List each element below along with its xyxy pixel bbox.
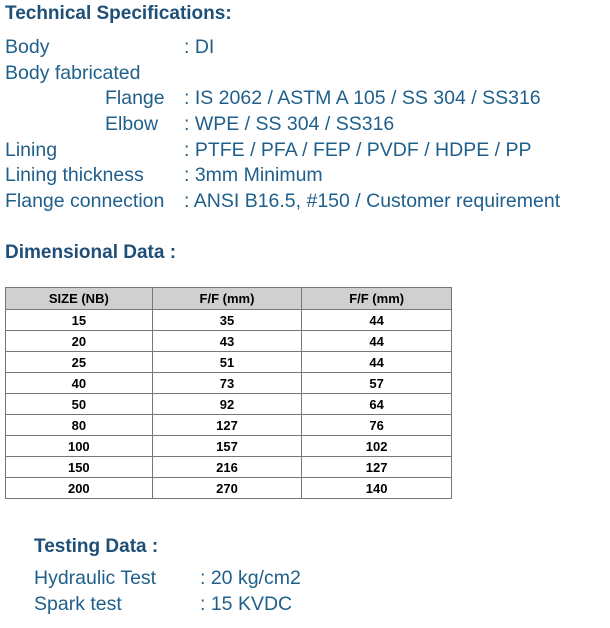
spec-value: : WPE / SS 304 / SS316	[184, 113, 395, 135]
table-cell: 150	[6, 457, 153, 478]
spec-label: Flange	[105, 87, 165, 109]
table-cell: 127	[302, 457, 452, 478]
table-cell: 57	[302, 373, 452, 394]
table-cell: 44	[302, 310, 452, 331]
table-row	[6, 415, 452, 436]
testing-heading: Testing Data :	[34, 536, 159, 557]
table-header-row	[6, 288, 452, 310]
testing-value: : 20 kg/cm2	[200, 567, 301, 589]
spec-value: : ANSI B16.5, #150 / Customer requirement	[184, 190, 561, 212]
spec-value: : PTFE / PFA / FEP / PVDF / HDPE / PP	[184, 139, 532, 161]
table-row	[6, 352, 452, 373]
table-cell: 40	[6, 373, 153, 394]
spec-label: Body fabricated	[5, 62, 141, 84]
table-row	[6, 373, 452, 394]
table-row	[6, 310, 452, 331]
dimensional-table	[5, 287, 452, 499]
table-cell: 20	[6, 331, 153, 352]
table-cell: 44	[302, 352, 452, 373]
spec-value: : 3mm Minimum	[184, 164, 323, 186]
testing-label: Hydraulic Test	[34, 567, 157, 589]
table-cell: 25	[6, 352, 153, 373]
spec-value: : IS 2062 / ASTM A 105 / SS 304 / SS316	[184, 87, 541, 109]
column-header: SIZE (NB)	[6, 288, 153, 310]
table-cell: 216	[152, 457, 302, 478]
testing-value: : 15 KVDC	[200, 593, 293, 615]
table-cell: 157	[152, 436, 302, 457]
dimensional-heading: Dimensional Data :	[5, 242, 177, 263]
table-cell: 73	[152, 373, 302, 394]
testing-label: Spark test	[34, 593, 122, 615]
spec-label: Lining	[5, 139, 58, 161]
table-cell: 15	[6, 310, 153, 331]
table-row	[6, 478, 452, 499]
table-cell: 102	[302, 436, 452, 457]
table-row	[6, 436, 452, 457]
table-cell: 43	[152, 331, 302, 352]
spec-label: Body	[5, 36, 50, 58]
table-cell: 64	[302, 394, 452, 415]
column-header: F/F (mm)	[152, 288, 302, 310]
table-cell: 44	[302, 331, 452, 352]
spec-heading: Technical Specifications:	[5, 3, 232, 24]
table-row	[6, 331, 452, 352]
table-cell: 140	[302, 478, 452, 499]
table-row	[6, 394, 452, 415]
table-cell: 50	[6, 394, 153, 415]
column-header: F/F (mm)	[302, 288, 452, 310]
spec-label: Lining thickness	[5, 164, 144, 186]
table-cell: 270	[152, 478, 302, 499]
table-cell: 35	[152, 310, 302, 331]
table-cell: 51	[152, 352, 302, 373]
table-cell: 100	[6, 436, 153, 457]
table-cell: 80	[6, 415, 153, 436]
table-row	[6, 457, 452, 478]
spec-value: : DI	[184, 36, 215, 58]
table-cell: 76	[302, 415, 452, 436]
table-cell: 200	[6, 478, 153, 499]
spec-label: Elbow	[105, 113, 159, 135]
table-cell: 127	[152, 415, 302, 436]
table-cell: 92	[152, 394, 302, 415]
spec-label: Flange connection	[5, 190, 165, 212]
